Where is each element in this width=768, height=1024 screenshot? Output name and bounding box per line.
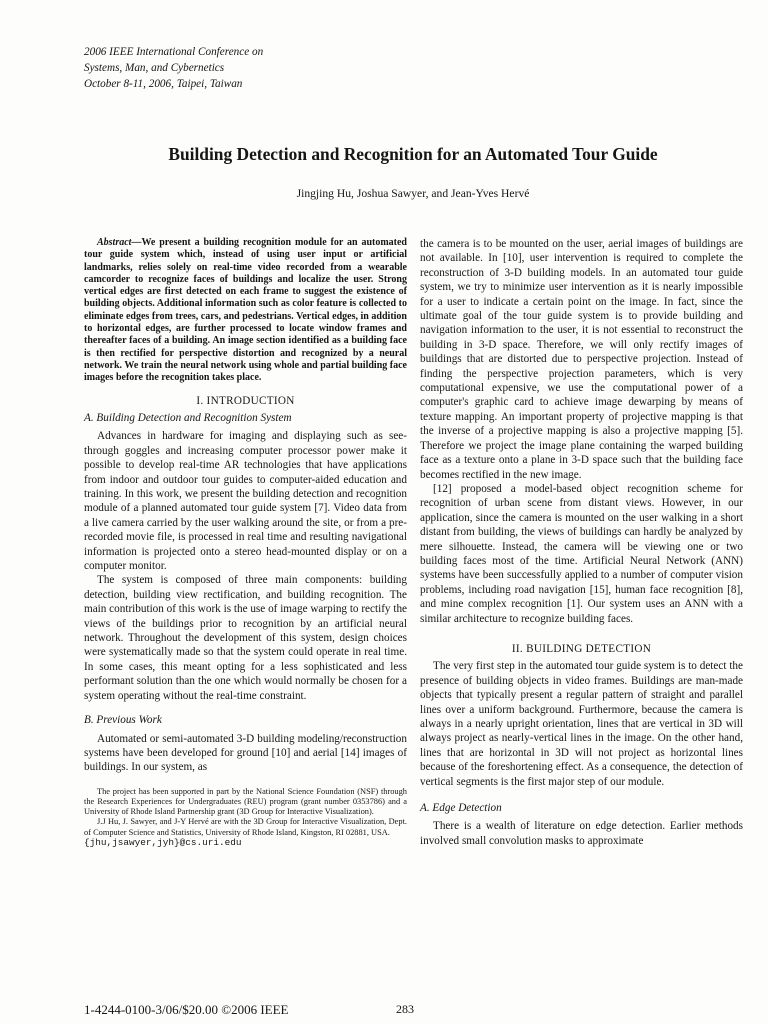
edge-detection-paragraph: There is a wealth of literature on edge detection. Earlier methods involved small convolution masks to approximate: [420, 820, 743, 847]
conference-line-2: Systems, Man, and Cybernetics: [84, 62, 225, 74]
subsection-heading-system: A. Building Detection and Recognition System: [84, 411, 292, 424]
conference-info: [84, 44, 263, 92]
intro-paragraph-2: The system is composed of three main components: building detection, building view rectification, and building recognition. The main contribution of this work is the use of image warping to rectify the views of the buildings prior to recognition by an artificial neural network. Throughout the development of this system, design choices were systematically made so that the system could operate in real time. In some cases, this meant opting for a less sophisticated and less performant solution than the one which would normally be chosen for a system operating without the real-time constraint.: [84, 574, 407, 702]
footer-isbn: 1-4244-0100-3/06/$20.00 ©2006 IEEE: [84, 1002, 289, 1017]
abstract: [84, 237, 407, 385]
conference-line-3: October 8-11, 2006, Taipei, Taiwan: [84, 78, 243, 90]
conference-line-1: 2006 IEEE International Conference on: [84, 46, 264, 58]
section-heading-building-detection: II. BUILDING DETECTION: [511, 642, 652, 655]
intro-paragraph-1: Advances in hardware for imaging and displaying such as see-through goggles and increasing computer processor power make it possible to develop real-time AR technologies that have applications from indoor and outdoor tour guides to computer-aided education and training. In this work, we present the building detection and recognition module of a planned automated tour guide system [7]. Video data from a live camera carried by the user walking around the site, or from a pre-recorded movie file, is processed in real time and resulting navigational information is projected onto a stereo head-mounted display or on a computer monitor.: [84, 430, 407, 573]
right-column: [420, 237, 743, 848]
subsection-heading-previous-work: B. Previous Work: [84, 714, 162, 727]
author-email: {jhu,jsawyer,jyh}@cs.uri.edu: [84, 836, 242, 848]
paper-title: Building Detection and Recognition for an Automated Tour Guide: [168, 144, 658, 164]
footnote-affiliation: J.J Hu, J. Sawyer, and J-Y Hervé are with the 3D Group for Interactive Visualization, Dept. of Computer Science and Statistics, University of Rhode Island, Kingston, RI 02881, USA.: [84, 817, 407, 837]
abstract-text: We present a building recognition module for an automated tour guide system which, instead of using user input or artificial landmarks, relies solely on real-time video recorded from a wearable camcorder to recognize faces of buildings and localize the user. Strong vertical edges are first detected on each frame to suggest the existence of building objects. Additional information such as color feature is collected to eliminate edges from trees, cars, and pedestrians. Vertical edges, in addition to horizontal edges, are further processed to locate window frames and thereafter faces of a building. An image section identified as a building face is then rectified for perspective distortion and recognized by a neural network. We train the neural network using whole and partial building face images before the recognition takes place.: [84, 237, 407, 384]
left-column: [84, 237, 407, 848]
abstract-lead: Abstract—: [97, 237, 142, 248]
building-detection-paragraph: The very first step in the automated tour guide system is to detect the presence of building objects in video frames. Buildings are man-made objects that typically present a regular pattern of straight and parallel lines over a uniform background. Furthermore, because the camera is always in a nearly upright orientation, lines that are vertical in 3D will always project as nearly-vertical lines in the image. On the other hand, lines that are horizontal in 3D will not project as horizontal lines because of the foreshortening effect. As a consequence, the detection of vertical segments is the first major step of our module.: [420, 660, 743, 788]
previous-work-paragraph-2: [12] proposed a model-based object recognition scheme for recognition of urban scene from distant views. However, in our application, since the camera is mounted on the user walking in a short distant from building, the views of buildings can hardly be analyzed by mere silhouette. Instead, the camera will be viewing one or two building faces most of the time. Artificial Neural Network (ANN) systems have been successfully applied to a number of computer vision problems, including road navigation [15], human face recognition [8], and mine complex recognition [1]. Our system uses an ANN with a similar architecture to recognize building faces.: [420, 482, 743, 625]
previous-work-paragraph: Automated or semi-automated 3-D building modeling/reconstruction systems have been developed for ground [10] and aerial [14] images of buildings. In our system, as: [84, 732, 407, 774]
paper-authors: Jingjing Hu, Joshua Sawyer, and Jean-Yves Hervé: [296, 187, 530, 200]
section-heading-introduction: I. INTRODUCTION: [196, 394, 295, 407]
page-number: 283: [396, 1002, 414, 1016]
previous-work-paragraph-continued: the camera is to be mounted on the user, aerial images of buildings are not available. In [10], user intervention is required to complete the reconstruction of 3-D building models. In an automated tour guide system, we try to minimize user intervention as it is nearly impossible for a user to indicate a certain point on the image. In fact, since the ultimate goal of the tour guide system is to provide building and navigation information to the user, it is not essential to reconstruct the building in 3-D space. Therefore, we will only rectify images of buildings that are distorted due to perspective projection. Instead of finding the perspective projection parameters, which is very computational expensive, we use the computational power of a computer's graphic card to achieve image dewarping by means of texture mapping. An important property of projective mapping is that the inverse of a projective mapping is also a projective mapping [5]. Therefore we project the image plane containing the warped building face as a texture onto a plane in 3-D space such that the building face becomes rectified in the new image.: [420, 238, 743, 481]
subsection-heading-edge-detection: A. Edge Detection: [420, 802, 502, 815]
footnote-email-line: [84, 838, 407, 848]
footnote-funding: The project has been supported in part by the National Science Foundation (NSF) through the Research Experiences for Undergraduates (REU) program (grant number 0353786) and a University of Rhode Island Partnership grant (3D Group for Interactive Visualization).: [84, 786, 407, 817]
